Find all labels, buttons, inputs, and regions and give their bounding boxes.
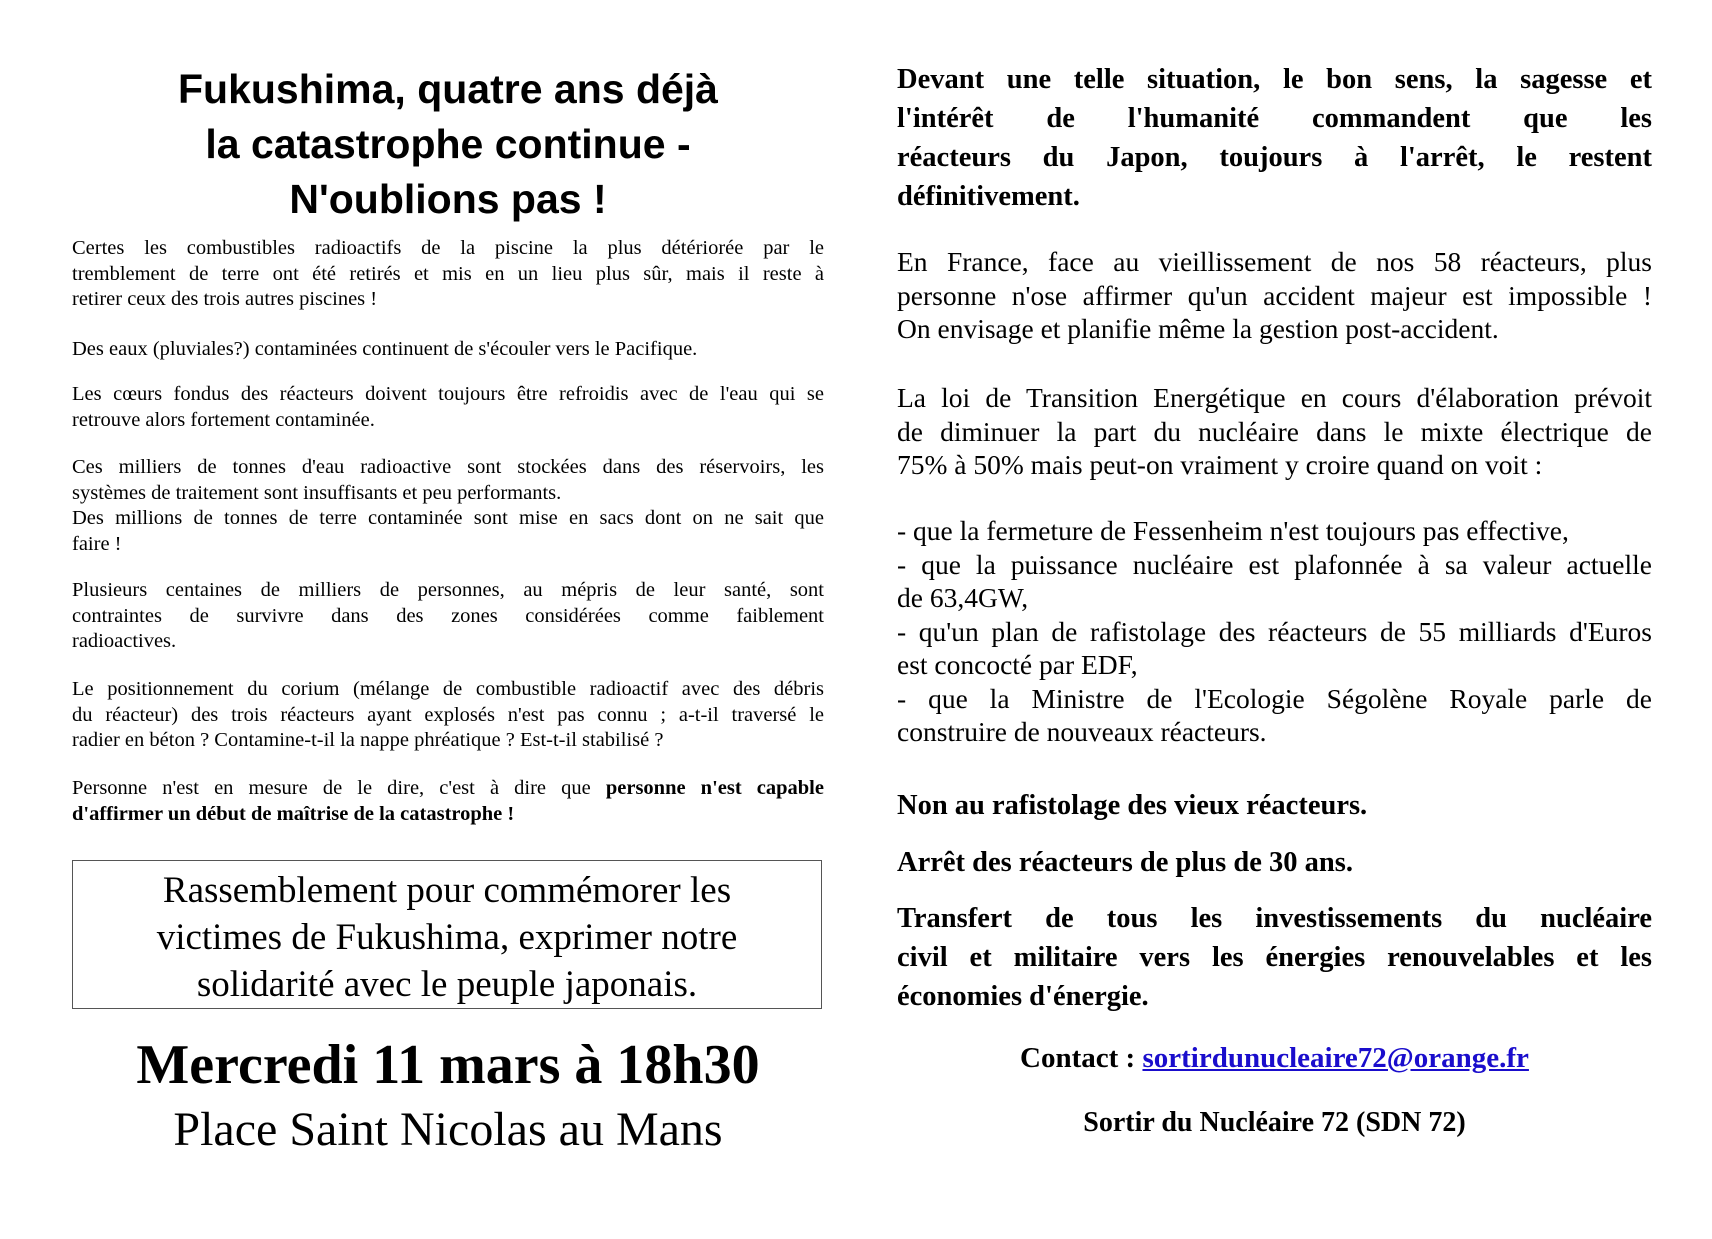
text-line: contraintes de survivre dans des zones considérées comme faiblement (72, 604, 824, 627)
text-line: d'affirmer un début de maîtrise de la catastrophe ! (72, 802, 515, 825)
paragraph-corium (72, 677, 824, 754)
rassemblement-box (72, 860, 822, 1009)
text-line: personne n'ose affirmer qu'un accident majeur est impossible ! (897, 279, 1652, 311)
text-line: Certes les combustibles radioactifs de la piscine la plus détériorée par le (72, 237, 824, 259)
text-line: du réacteur) des trois réacteurs ayant explosés n'est pas connu ; a-t-il traversé le (72, 703, 824, 726)
organization-name: Sortir du Nucléaire 72 (SDN 72) (1083, 1107, 1466, 1138)
title-line: N'oublions pas ! (289, 176, 607, 222)
text-line: Le positionnement du corium (mélange de combustible radioactif avec des débris (72, 678, 824, 700)
title-line: la catastrophe continue - (205, 121, 691, 167)
demand-rafistolage (897, 786, 1652, 825)
paragraph-personnes (72, 578, 824, 655)
event-place: Place Saint Nicolas au Mans (173, 1103, 723, 1156)
text-line: Transfert de tous les investissements du nucléaire (897, 903, 1652, 934)
plain-text: Personne n'est en mesure de le dire, c'est à dire que (72, 777, 606, 799)
text-line: radier en béton ? Contamine-t-il la nappe phréatique ? Est-t-il stabilisé ? (72, 729, 664, 751)
text-line: de diminuer la part du nucléaire dans le mixte électrique de (897, 415, 1652, 447)
text-line: réacteurs du Japon, toujours à l'arrêt, le restent (897, 142, 1652, 173)
text-line: retirer ceux des trois autres piscines ! (72, 288, 378, 310)
text-line: radioactives. (72, 630, 177, 652)
list-item: - que la Ministre de l'Ecologie Ségolène Royale parle de (897, 682, 1652, 714)
bold-text: personne n'est capable (605, 777, 824, 799)
text-line: Plusieurs centaines de milliers de personnes, au mépris de leur santé, sont (72, 579, 824, 601)
text-line: retrouve alors fortement contaminée. (72, 408, 375, 431)
paragraph-devant (897, 60, 1652, 216)
list-item: - que la puissance nucléaire est plafonnée à sa valeur actuelle (897, 548, 1652, 580)
list-item: est concocté par EDF, (897, 649, 1138, 680)
demand-arret (897, 843, 1652, 882)
text-line (72, 776, 824, 802)
text-line: Les cœurs fondus des réacteurs doivent toujours être refroidis avec de l'eau qui se (72, 383, 824, 405)
list-item: - qu'un plan de rafistolage des réacteurs de 55 milliards d'Euros (897, 615, 1652, 647)
text-line: En France, face au vieillissement de nos 58 réacteurs, plus (897, 246, 1652, 277)
paragraph-eau-radioactive (72, 455, 824, 557)
text-line: Non au rafistolage des vieux réacteurs. (897, 790, 1368, 821)
text-line: Des eaux (pluviales?) contaminées continuent de s'écouler vers le Pacifique. (72, 338, 698, 360)
text-line: Des millions de tonnes de terre contaminée sont mise en sacs dont on ne sait que (72, 507, 824, 529)
leaflet-title (72, 62, 824, 227)
paragraph-combustibles (72, 236, 824, 313)
text-line: La loi de Transition Energétique en cours d'élaboration prévoit (897, 382, 1652, 413)
contact-line (897, 1040, 1652, 1076)
paragraph-personne (72, 776, 824, 827)
box-line: solidarité avec le peuple japonais. (196, 964, 698, 1005)
text-line: 75% à 50% mais peut-on vraiment y croire quand on voit : (897, 449, 1543, 480)
contact-label: Contact : (1020, 1042, 1143, 1074)
text-line: l'intérêt de l'humanité commandent que les (897, 103, 1652, 134)
contact-email-link[interactable]: sortirdunucleaire72@orange.fr (1142, 1042, 1529, 1074)
paragraph-loi (897, 381, 1652, 482)
text-line: faire ! (72, 532, 122, 555)
paragraph-eaux (72, 337, 824, 363)
text-line: civil et militaire vers les énergies renouvelables et les (897, 942, 1652, 973)
text-line: systèmes de traitement sont insuffisants et peu performants. (72, 481, 562, 504)
title-line: Fukushima, quatre ans déjà (178, 66, 718, 112)
text-line: Ces milliers de tonnes d'eau radioactive sont stockées dans des réservoirs, les (72, 456, 824, 478)
paragraph-coeurs (72, 382, 824, 433)
event-date: Mercredi 11 mars à 18h30 (136, 1034, 760, 1096)
text-line: Devant une telle situation, le bon sens, la sagesse et (897, 64, 1652, 95)
text-line: tremblement de terre ont été retirés et mis en un lieu plus sûr, mais il reste à (72, 262, 824, 285)
text-line: Arrêt des réacteurs de plus de 30 ans. (897, 847, 1353, 878)
paragraph-france (897, 245, 1652, 346)
text-line: définitivement. (897, 181, 1080, 212)
list-item: - que la fermeture de Fessenheim n'est toujours pas effective, (897, 515, 1569, 546)
demand-transfert (897, 899, 1652, 1016)
box-line: victimes de Fukushima, exprimer notre (156, 917, 738, 958)
list-conditions (897, 514, 1652, 749)
text-line: économies d'énergie. (897, 981, 1149, 1012)
list-item: construire de nouveaux réacteurs. (897, 716, 1267, 747)
list-item: de 63,4GW, (897, 582, 1029, 613)
text-line: On envisage et planifie même la gestion post-accident. (897, 313, 1499, 344)
box-line: Rassemblement pour commémorer les (162, 870, 732, 911)
